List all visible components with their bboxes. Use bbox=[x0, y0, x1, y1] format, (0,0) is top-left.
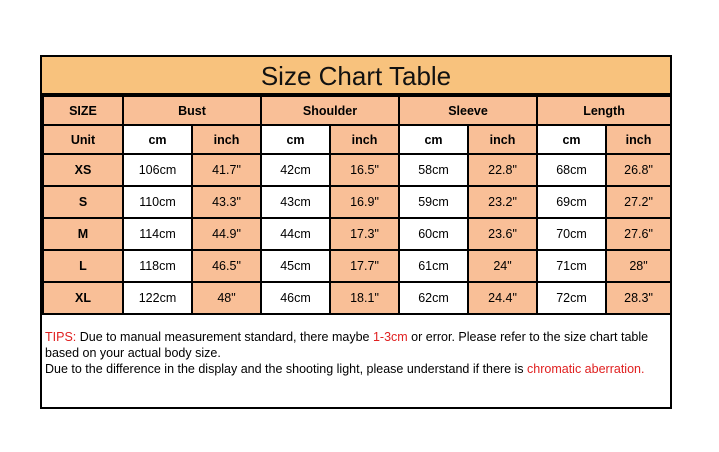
value-cell: 46.5" bbox=[192, 250, 261, 282]
tips-text: Due to manual measurement standard, there maybe bbox=[76, 330, 373, 344]
value-cell: 61cm bbox=[399, 250, 468, 282]
tips-line-2 bbox=[45, 361, 670, 377]
unit-cell: cm bbox=[123, 125, 192, 154]
size-label: XS bbox=[43, 154, 123, 186]
table-row bbox=[43, 282, 671, 314]
value-cell: 24.4" bbox=[468, 282, 537, 314]
size-label: XL bbox=[43, 282, 123, 314]
tips-line-1 bbox=[45, 329, 670, 361]
size-label: L bbox=[43, 250, 123, 282]
tips-highlight: 1-3cm bbox=[372, 330, 408, 344]
value-cell: 69cm bbox=[537, 186, 606, 218]
value-cell: 68cm bbox=[537, 154, 606, 186]
value-cell: 114cm bbox=[123, 218, 192, 250]
table-row bbox=[43, 186, 671, 218]
value-cell: 17.7" bbox=[330, 250, 399, 282]
value-cell: 23.2" bbox=[468, 186, 537, 218]
shoulder-header: Shoulder bbox=[261, 96, 399, 125]
value-cell: 27.6" bbox=[606, 218, 671, 250]
unit-row bbox=[43, 125, 671, 154]
unit-cell: cm bbox=[537, 125, 606, 154]
value-cell: 45cm bbox=[261, 250, 330, 282]
tips-highlight: chromatic aberration. bbox=[527, 362, 645, 376]
size-table bbox=[42, 95, 672, 315]
size-label: M bbox=[43, 218, 123, 250]
value-cell: 70cm bbox=[537, 218, 606, 250]
table-row bbox=[43, 250, 671, 282]
length-header: Length bbox=[537, 96, 671, 125]
value-cell: 42cm bbox=[261, 154, 330, 186]
tips-note bbox=[45, 329, 670, 377]
value-cell: 43cm bbox=[261, 186, 330, 218]
value-cell: 59cm bbox=[399, 186, 468, 218]
unit-cell: inch bbox=[606, 125, 671, 154]
value-cell: 48" bbox=[192, 282, 261, 314]
value-cell: 62cm bbox=[399, 282, 468, 314]
chart-title: Size Chart Table bbox=[42, 57, 670, 95]
table-row bbox=[43, 218, 671, 250]
value-cell: 44.9" bbox=[192, 218, 261, 250]
value-cell: 71cm bbox=[537, 250, 606, 282]
tips-text: Due to the difference in the display and the shooting light, please understand if there is bbox=[45, 362, 528, 376]
size-header: SIZE bbox=[43, 96, 123, 125]
value-cell: 22.8" bbox=[468, 154, 537, 186]
value-cell: 43.3" bbox=[192, 186, 261, 218]
value-cell: 23.6" bbox=[468, 218, 537, 250]
value-cell: 58cm bbox=[399, 154, 468, 186]
value-cell: 28.3" bbox=[606, 282, 671, 314]
table-row bbox=[43, 154, 671, 186]
value-cell: 122cm bbox=[123, 282, 192, 314]
header-row bbox=[43, 96, 671, 125]
unit-cell: inch bbox=[192, 125, 261, 154]
unit-cell: cm bbox=[399, 125, 468, 154]
unit-cell: inch bbox=[330, 125, 399, 154]
size-chart bbox=[40, 55, 672, 409]
bust-header: Bust bbox=[123, 96, 261, 125]
value-cell: 72cm bbox=[537, 282, 606, 314]
value-cell: 26.8" bbox=[606, 154, 671, 186]
size-label: S bbox=[43, 186, 123, 218]
value-cell: 17.3" bbox=[330, 218, 399, 250]
value-cell: 24" bbox=[468, 250, 537, 282]
value-cell: 27.2" bbox=[606, 186, 671, 218]
value-cell: 16.9" bbox=[330, 186, 399, 218]
unit-label: Unit bbox=[43, 125, 123, 154]
tips-label: TIPS: bbox=[45, 330, 77, 344]
value-cell: 18.1" bbox=[330, 282, 399, 314]
sleeve-header: Sleeve bbox=[399, 96, 537, 125]
value-cell: 106cm bbox=[123, 154, 192, 186]
value-cell: 46cm bbox=[261, 282, 330, 314]
value-cell: 110cm bbox=[123, 186, 192, 218]
tips-text: or error. Please refer to the size chart table based on your actual body size. bbox=[45, 330, 649, 360]
value-cell: 28" bbox=[606, 250, 671, 282]
unit-cell: inch bbox=[468, 125, 537, 154]
value-cell: 16.5" bbox=[330, 154, 399, 186]
value-cell: 60cm bbox=[399, 218, 468, 250]
value-cell: 118cm bbox=[123, 250, 192, 282]
unit-cell: cm bbox=[261, 125, 330, 154]
value-cell: 44cm bbox=[261, 218, 330, 250]
value-cell: 41.7" bbox=[192, 154, 261, 186]
